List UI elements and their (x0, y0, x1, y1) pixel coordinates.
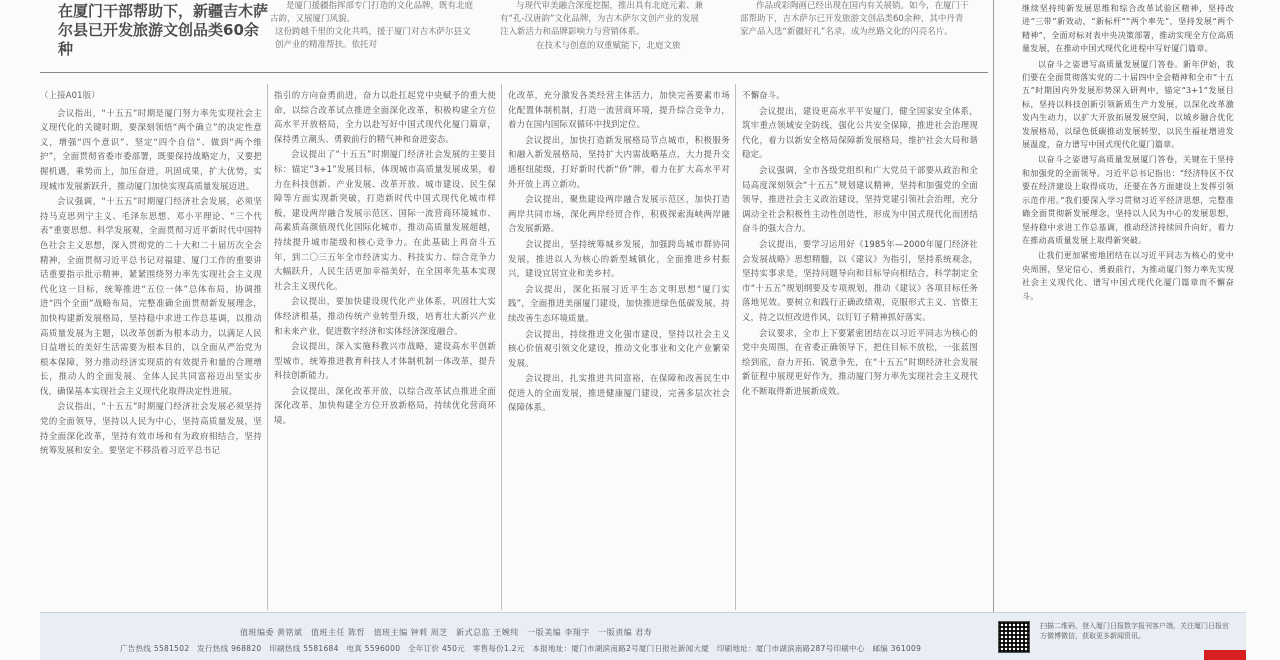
top-divider-rule (40, 72, 988, 73)
paragraph: 不懈奋斗。 (742, 90, 785, 100)
paragraph: 会议提出，深化改革开放，以综合改革试点推进全面深化改革，加快构建全方位开放新格局，持续优化营商环境。 (274, 385, 496, 426)
continuation-note: （上接A01版） (40, 90, 100, 100)
paragraph: 会议指出，“十五五”时期厦门经济社会发展必须坚持党的全面领导，坚持以人民为中心，坚持高质量发展，坚持全面深化改革，坚持有效市场和有为政府相结合，坚持统筹发展和安全。要坚定不移沿着习近平总书记 (40, 401, 262, 456)
paragraph: 会议强调，“十五五”时期厦门经济社会发展，必须坚持马克思列宁主义、毛泽东思想、邓小平理论、“三个代表”重要思想、科学发展观，全面贯彻习近平新时代中国特色社会主义思想，深入贯彻党的二十大和二十届历次全会精神，全面贯彻习近平总书记对福建、厦门工作的重要讲话重要指示批示精神，紧紧围绕努力率先实现社会主义现代化这一目标，统筹推进“五位一体”总体布局，协调推进“四个全面”战略布局，完整准确全面贯彻新发展理念，加快构建新发展格局，坚持稳中求进工作总基调，以推动高质量发展为主题，以改革创新为根本动力，以满足人民日益增长的美好生活需要为根本目的，以全面从严治党为根本保障，努力推动经济实现质的有效提升和量的合理增长，推动人的全面发展、全体人民共同富裕迈出坚实步伐，确保基本实现社会主义现代化取得决定性进展。 (40, 196, 262, 396)
qr-note: 扫描二维码，登入厦门日报数字报刊客户端，关注厦门日报官方微博微信，获取更多新闻资讯。 (1040, 622, 1229, 640)
paragraph: 会议指出，“十五五”时期是厦门努力率先实现社会主义现代化的关键时期，要深刻领悟“两个确立”的决定性意义，增强“四个意识”、坚定“四个自信”、做到“两个维护”，全面贯彻省委市委部署，既要保持战略定力，又要把握机遇，乘势而上，加压奋进，巩固成果，扩大优势，实现城市发展新跃升，推动厦门加快实现高质量发展迈进。 (40, 107, 262, 191)
paragraph: 会议提出，深化拓展习近平生态文明思想“厦门实践”，全面推进美丽厦门建设，加快推进绿色低碳发展，持续改善生态环境质量。 (508, 283, 730, 323)
paragraph: 会议提出，扎实推进共同富裕，在保障和改善民生中促进人的全面发展，推进健康厦门建设，完善多层次社会保障体系。 (508, 373, 730, 413)
masthead-footer (40, 612, 1246, 660)
paragraph: 会议提出，要加快建设现代化产业体系，巩固壮大实体经济根基，推动传统产业转型升级，培育壮大新兴产业和未来产业，促进数字经济和实体经济深度融合。 (274, 296, 496, 336)
paragraph: 以奋斗之姿谱写高质量发展厦门答卷，关键在于坚持和加强党的全面领导。习近平总书记指出：“经济特区不仅要在经济建设上取得成功，还要在各方面建设上发挥引领示范作用。”我们要深入学习贯彻习近平经济思想，完整准确全面贯彻新发展理念，坚持以人民为中心的发展思想，坚持稳中求进工作总基调，推动经济持续回升向好，着力在推动高质量发展上取得新突破。 (1022, 155, 1234, 245)
paragraph: 让我们更加紧密地团结在以习近平同志为核心的党中央周围，坚定信心、勇毅前行，为推动厦门努力率先实现社会主义现代化、谱写中国式现代化厦门篇章而不懈奋斗。 (1022, 251, 1234, 301)
paragraph: 指引的方向奋勇前进，奋力以赴扛起党中央赋予的重大使命，以综合改革试点推进全面深化改革，积极构建全方位高水平开放格局，全力以赴写好中国式现代化厦门篇章，保持勇立潮头、勇毅前行的精气神和奋进姿态。 (274, 90, 496, 144)
editor-credits: 值班编委 黄铭斌 值班主任 陈哲 值班主编 钟莉 周芝 新式总监 王婉纯 一版美编 李翔宇 一版责编 君寿 (240, 628, 653, 637)
qr-code-icon[interactable] (998, 621, 1030, 653)
top-article-strip (0, 0, 1000, 70)
body-column-3 (508, 88, 730, 610)
paragraph: 会议强调，全市各级党组织和广大党员干部要从政治和全局高度深刻领会“十五五”规划建议精神，坚持和加强党的全面领导，推进社会主义政治建设，坚持党建引领社会治理，充分调动全社会积极性主动性创造性，形成为中国式现代化而团结奋斗的强大合力。 (742, 164, 978, 234)
column-divider (501, 84, 502, 610)
top-column-3: 与现代审美融合深度挖掘，推出具有北庭元素、兼有“孔-汉唐韵”文化品牌，为吉木萨尔文创产业的发展注入新活力和品牌影响力与营销体系。 (500, 1, 704, 37)
paragraph: 会议提出，聚焦建设两岸融合发展示范区，加快打造两岸共同市场，深化两岸经贸合作，积极探索海峡两岸融合发展新路。 (508, 194, 730, 234)
paragraph: 化改革，充分激发各类经营主体活力，加快完善要素市场化配置体制机制，打造一流营商环境，提升综合竞争力，着力在国内国际双循环中找到定位。 (508, 90, 730, 130)
paragraph: 会议要求，全市上下要紧密团结在以习近平同志为核心的党中央周围，在省委正确领导下，把住目标不放松，一张蓝图绘到底，奋力开拓、锐意争先，在“十五五”时期经济社会发展新征程中展现更好作为，推动厦门努力率先实现社会主义现代化不断取得新进展新成效。 (742, 327, 978, 396)
column-divider (267, 84, 268, 610)
paragraph: 会议提出，深入实施科教兴市战略，建设高水平创新型城市，统筹推进教育科技人才体制机制一体改革，提升科技创新能力。 (274, 341, 496, 381)
paragraph: 继续坚持纯新发展思维和综合改革试验区精神，坚持改进“三带”新效动，“新标杆”“两个率先”，坚持发展“两个精神”，全面对标对表中央决策部署，推动实现全方位高质量发展，在推动中国式现代化进程中写好厦门篇章。 (1022, 4, 1234, 54)
paragraph: 会议提出，建设更高水平平安厦门，健全国家安全体系，筑牢重点领域安全防线，强化公共安全保障，推进社会治理现代化，着力以新安全格局保障新发展格局，维护社会大局和谐稳定。 (742, 105, 978, 160)
top-column-5: 作品或彩陶画已经出现在国内有关展销。如今，在厦门干部帮助下，吉木萨尔已开发旅游文创品类60余种，其中丹青家产品入选“新疆好礼”名录，成为丝路文化的闪亮名片。 (740, 1, 969, 37)
article-headline: 在厦门干部帮助下，新疆吉木萨尔县已开发旅游文创品类60余种 (58, 2, 269, 58)
body-column-1 (40, 88, 262, 610)
paragraph: 会议提出，持续推进文化强市建设，坚持以社会主义核心价值观引领文化建设，推动文化事业和文化产业繁荣发展。 (508, 328, 730, 368)
red-corner-tab (1204, 650, 1246, 660)
column-divider (735, 84, 736, 610)
paragraph: 会议提出了“十五五”时期厦门经济社会发展的主要目标：锚定“3+1”发展目标，体现城市高质量发展成果，着力在科技创新、产业发展、改革开放、城市建设、民生保障等方面实现新突破，打造新时代中国式现代化城市样板，建设两岸融合发展示范区、国际一流营商环境城市、高素质高颜值现代化国际化城市，推动高质量发展超越，持续提升城市能级和核心竞争力。在此基础上再奋斗五年，到二〇三五年全市经济实力、科技实力、综合竞争力大幅跃升，人民生活更加幸福美好，在全国率先基本实现社会主义现代化。 (274, 149, 496, 291)
paragraph: 会议提出，加快打造新发展格局节点城市，积极服务和融入新发展格局，坚持扩大内需战略基点，大力提升交通枢纽能级，打好新时代新“侨”牌，着力在扩大高水平对外开放上再立新功。 (508, 134, 730, 189)
commentary-column (1000, 0, 1240, 610)
top-column-1: 是厦门援疆指挥部专门打造的文化品牌，既有北庭古韵，又展厦门风貌。 (270, 1, 474, 24)
right-column-border (993, 0, 994, 612)
paragraph: 以奋斗之姿谱写高质量发展厦门答卷。新年伊始，我们要在全面贯彻落实党的二十届四中全会精神和全市“十五五”时期国内外发展形势深入研判中，锚定“3+1”发展目标，坚持以科技创新引领新质生产力发展，以深化改革激发内生动力，以扩大开放拓展发展空间，以城乡融合优化发展格局，以绿色低碳推动发展转型，以民生福祉增进发展温度，奋力谱写中国式现代化厦门篇章。 (1022, 59, 1234, 150)
publication-info: 广告热线 5581502 发行热线 968820 印刷热线 5581684 电真 5596000 全年订价 450元 零售每份1.2元 本报地址：厦门市湖滨南路2号厦门日报社新闻大厦 印刷地址：厦门市湖滨南路287号印刷中心 邮编 361009 (120, 644, 922, 653)
body-column-4 (742, 88, 978, 610)
top-column-4: 在技术与创意的双重赋能下，北庭文旅 (536, 41, 681, 51)
paragraph: 会议提出，坚持统筹城乡发展，加强跨岛城市群协同发展，推进以人为核心的新型城镇化，全面推进乡村振兴，建设宜居宜业和美乡村。 (508, 238, 730, 279)
paragraph: 会议提出，要学习运用好《1985年—2000年厦门经济社会发展战略》思想精髓，以《建议》为指引，坚持系统观念，坚持实事求是，坚持问题导向和目标导向相结合，科学制定全市“十五五”规划纲要及专项规划，推动《建议》各项目标任务落地见效。要树立和践行正确政绩观，克服形式主义、官僚主义，持之以恒改进作风，以钉钉子精神抓好落实。 (742, 238, 978, 322)
top-column-2: 这份跨越千里的文化共鸣，援于厦门对吉木萨尔县文创产业的精准帮扶。依托对 (275, 27, 471, 50)
body-column-2 (274, 88, 496, 610)
